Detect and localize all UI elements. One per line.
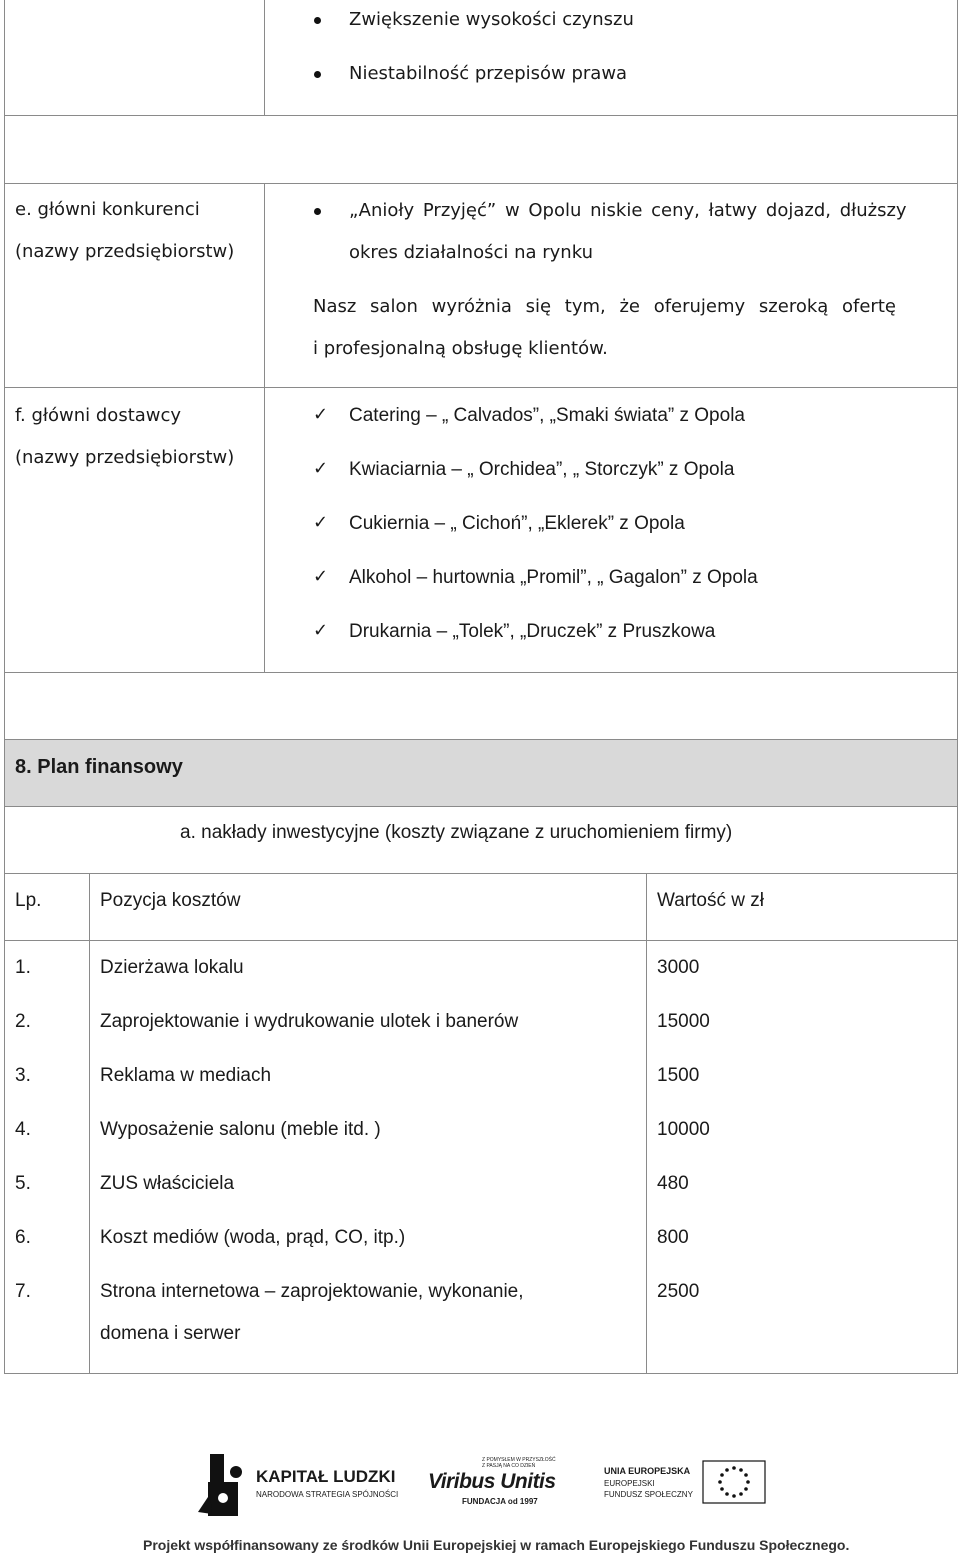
row-value: 15000 bbox=[657, 1011, 710, 1032]
table-row bbox=[0, 1173, 960, 1195]
column-header-value: Wartość w zł bbox=[657, 890, 764, 911]
cost-table-bottom-line bbox=[4, 1373, 958, 1374]
row-lp: 5. bbox=[15, 1173, 31, 1194]
competitors-label: e. główni konkurenci bbox=[15, 199, 200, 220]
supplier-item: Alkohol – hurtownia „Promil”, „ Gagalon” z Opola bbox=[349, 567, 758, 588]
supplier-item: Kwiaciarnia – „ Orchidea”, „ Storczyk” z Opola bbox=[349, 459, 735, 480]
logo-line: EUROPEJSKI bbox=[604, 1479, 655, 1488]
row-lp: 4. bbox=[15, 1119, 31, 1140]
logo-subtitle: NARODOWA STRATEGIA SPÓJNOŚCI bbox=[256, 1490, 399, 1499]
competitor-entry-cont: okres działalności na rynku bbox=[349, 242, 593, 263]
row-lp: 7. bbox=[15, 1281, 31, 1302]
table-row-line bbox=[4, 115, 958, 116]
table-row bbox=[0, 1227, 960, 1249]
checkmark-icon: ✓ bbox=[313, 512, 329, 533]
row-lp: 1. bbox=[15, 957, 31, 978]
row-value: 480 bbox=[657, 1173, 689, 1194]
row-lp: 3. bbox=[15, 1065, 31, 1086]
section-heading: 8. Plan finansowy bbox=[15, 756, 183, 778]
kapital-ludzki-logo bbox=[196, 1452, 406, 1520]
logo-title: KAPITAŁ LUDZKI bbox=[256, 1467, 396, 1486]
logo-name: Viribus Unitis bbox=[428, 1470, 556, 1493]
checkmark-icon: ✓ bbox=[313, 458, 329, 479]
risk-item: Niestabilność przepisów prawa bbox=[349, 63, 628, 84]
viribus-unitis-logo bbox=[428, 1457, 568, 1515]
competitors-label-sub: (nazwy przedsiębiorstw) bbox=[15, 241, 235, 262]
suppliers-label-sub: (nazwy przedsiębiorstw) bbox=[15, 447, 235, 468]
competitor-note: Nasz salon wyróżnia się tym, że oferujemy szeroką ofertę bbox=[313, 296, 896, 317]
bullet bbox=[314, 71, 321, 78]
logo-slogan: Z POMYSŁEM W PRZYSZŁOŚĆ bbox=[482, 1457, 556, 1463]
column-header-lp: Lp. bbox=[15, 890, 42, 911]
table-row bbox=[0, 1065, 960, 1087]
table-row-line bbox=[4, 672, 958, 673]
table-border-left bbox=[4, 0, 5, 1374]
row-lp: 2. bbox=[15, 1011, 31, 1032]
eu-efs-logo bbox=[600, 1466, 770, 1510]
row-value: 10000 bbox=[657, 1119, 710, 1140]
row-lp: 6. bbox=[15, 1227, 31, 1248]
table-border-right bbox=[957, 0, 958, 1374]
cost-table-header-line bbox=[4, 940, 958, 941]
table-row-line bbox=[4, 387, 958, 388]
row-value: 800 bbox=[657, 1227, 689, 1248]
competitor-note-cont: i profesjonalną obsługę klientów. bbox=[313, 338, 608, 359]
supplier-item: Cukiernia – „ Cichoń”, „Eklerek” z Opola bbox=[349, 513, 685, 534]
table-row bbox=[0, 957, 960, 979]
eu-flag-icon bbox=[702, 1460, 766, 1504]
risk-item: Zwiększenie wysokości czynszu bbox=[349, 9, 634, 30]
bullet bbox=[314, 208, 321, 215]
table-row bbox=[0, 1281, 960, 1345]
logo-line: FUNDUSZ SPOŁECZNY bbox=[604, 1490, 693, 1499]
table-divider-col bbox=[264, 0, 265, 115]
suppliers-label: f. główni dostawcy bbox=[15, 405, 182, 426]
checkmark-icon: ✓ bbox=[313, 566, 329, 587]
row-value: 2500 bbox=[657, 1281, 700, 1302]
table-row-line bbox=[4, 873, 958, 874]
funding-caption: Projekt współfinansowany ze środków Unii Europejskiej w ramach Europejskiego Funduszu Społecznego. bbox=[143, 1537, 850, 1553]
logo-line: UNIA EUROPEJSKA bbox=[604, 1466, 691, 1476]
row-value: 3000 bbox=[657, 957, 700, 978]
checkmark-icon: ✓ bbox=[313, 620, 329, 641]
table-row-line bbox=[4, 806, 958, 807]
table-row-line bbox=[4, 183, 958, 184]
row-item-cont: domena i serwer bbox=[100, 1323, 241, 1344]
kapital-ludzki-emblem-icon bbox=[196, 1452, 254, 1518]
bullet bbox=[314, 17, 321, 24]
section-subheading: a. nakłady inwestycyjne (koszty związane z uruchomieniem firmy) bbox=[180, 822, 733, 843]
row-item: Reklama w mediach bbox=[100, 1065, 272, 1086]
supplier-item: Catering – „ Calvados”, „Smaki świata” z Opola bbox=[349, 405, 745, 426]
table-row bbox=[0, 1119, 960, 1141]
table-row bbox=[0, 1011, 960, 1033]
row-item: ZUS właściciela bbox=[100, 1173, 235, 1194]
logo-slogan: Z PASJĄ NA CO DZIEŃ bbox=[482, 1463, 536, 1469]
column-header-item: Pozycja kosztów bbox=[100, 890, 241, 911]
competitor-entry: „Anioły Przyjęć” w Opolu niskie ceny, łatwy dojazd, dłuższy bbox=[349, 200, 907, 221]
row-value: 1500 bbox=[657, 1065, 700, 1086]
row-item: Koszt mediów (woda, prąd, CO, itp.) bbox=[100, 1227, 406, 1248]
row-item: Dzierżawa lokalu bbox=[100, 957, 244, 978]
row-item: Strona internetowa – zaprojektowanie, wykonanie, bbox=[100, 1281, 524, 1302]
supplier-item: Drukarnia – „Tolek”, „Druczek” z Pruszkowa bbox=[349, 621, 716, 642]
row-item: Wyposażenie salonu (meble itd. ) bbox=[100, 1119, 381, 1140]
logo-sub: FUNDACJA od 1997 bbox=[462, 1497, 538, 1506]
table-divider-col bbox=[264, 183, 265, 672]
row-item: Zaprojektowanie i wydrukowanie ulotek i banerów bbox=[100, 1011, 519, 1032]
checkmark-icon: ✓ bbox=[313, 404, 329, 425]
